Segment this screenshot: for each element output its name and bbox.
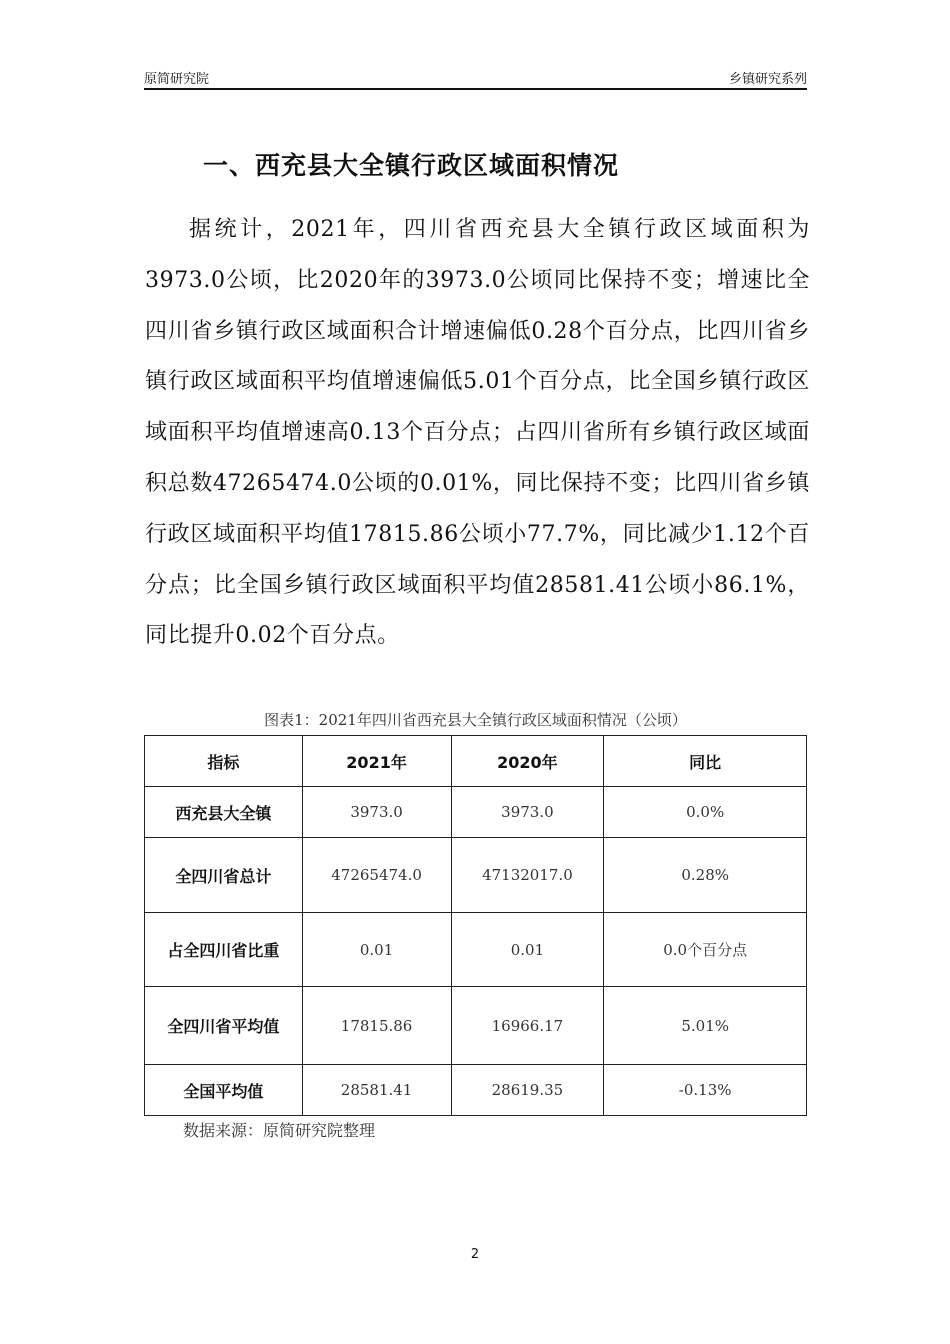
cell-yoy: 0.0个百分点 bbox=[604, 913, 807, 987]
cell-2021: 17815.86 bbox=[302, 987, 451, 1065]
table-row bbox=[145, 838, 807, 913]
section-title: 一、西充县大全镇行政区域面积情况 bbox=[203, 151, 620, 180]
column-header: 2020年 bbox=[451, 736, 604, 787]
cell-2021: 0.01 bbox=[302, 913, 451, 987]
cell-yoy: 0.0% bbox=[604, 787, 807, 838]
table-header-row bbox=[145, 736, 807, 787]
header-divider bbox=[144, 88, 807, 90]
cell-2020: 47132017.0 bbox=[451, 838, 604, 913]
row-label: 全四川省平均值 bbox=[145, 987, 303, 1065]
cell-yoy: -0.13% bbox=[604, 1065, 807, 1116]
area-table bbox=[144, 735, 807, 1116]
table-row bbox=[145, 1065, 807, 1116]
header-series-name: 乡镇研究系列 bbox=[728, 72, 807, 87]
cell-2020: 0.01 bbox=[451, 913, 604, 987]
page-header bbox=[144, 66, 807, 88]
data-source-note: 数据来源：原简研究院整理 bbox=[183, 1121, 376, 1140]
page-number: 2 bbox=[470, 1247, 480, 1262]
table-row bbox=[145, 987, 807, 1065]
header-org-name: 原简研究院 bbox=[144, 72, 210, 87]
table-row bbox=[145, 787, 807, 838]
cell-2021: 3973.0 bbox=[302, 787, 451, 838]
cell-yoy: 5.01% bbox=[604, 987, 807, 1065]
column-header: 同比 bbox=[604, 736, 807, 787]
row-label: 全四川省总计 bbox=[145, 838, 303, 913]
cell-2020: 16966.17 bbox=[451, 987, 604, 1065]
cell-yoy: 0.28% bbox=[604, 838, 807, 913]
cell-2021: 28581.41 bbox=[302, 1065, 451, 1116]
cell-2020: 28619.35 bbox=[451, 1065, 604, 1116]
table-row bbox=[145, 913, 807, 987]
column-header: 2021年 bbox=[302, 736, 451, 787]
cell-2021: 47265474.0 bbox=[302, 838, 451, 913]
cell-2020: 3973.0 bbox=[451, 787, 604, 838]
table-caption: 图表1：2021年四川省西充县大全镇行政区域面积情况（公顷） bbox=[264, 711, 687, 729]
row-label: 全国平均值 bbox=[145, 1065, 303, 1116]
column-header: 指标 bbox=[145, 736, 303, 787]
body-paragraph: 据统计，2021年，四川省西充县大全镇行政区域面积为3973.0公顷，比2020年的3973.0公顷同比保持不变；增速比全四川省乡镇行政区域面积合计增速偏低0.28个百分点，比四川省乡镇行政区域面积平均值增速偏低5.01个百分点，比全国乡镇行政区域面积平均值增速高0.13个百分点；占四川省所有乡镇行政区域面积总数47265474.0公顷的0.01%，同比保持不变；比四川省乡镇行政区域面积平均值17815.86公顷小77.7%，同比减少1.12个百分点；比全国乡镇行政区域面积平均值28581.41公顷小86.1%，同比提升0.02个百分点。 bbox=[145, 217, 810, 649]
row-label: 占全四川省比重 bbox=[145, 913, 303, 987]
row-label: 西充县大全镇 bbox=[145, 787, 303, 838]
